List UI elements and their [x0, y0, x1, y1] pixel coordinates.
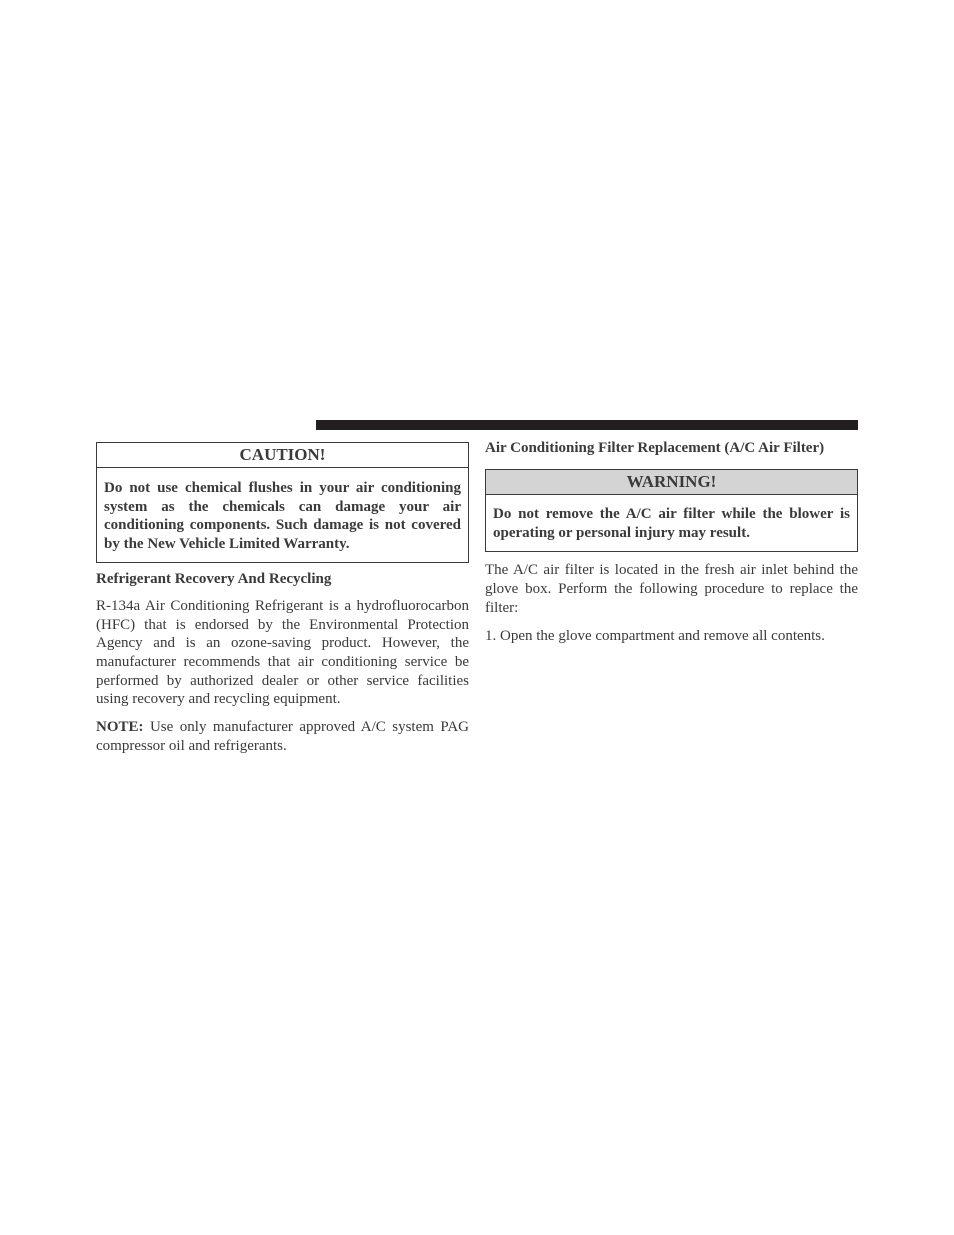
warning-box: [485, 469, 858, 552]
step-1: 1. Open the glove compartment and remove all contents.: [485, 627, 825, 644]
filter-paragraph: The A/C air filter is located in the fresh air inlet behind the glove box. Perform the following procedure to replace the filter:: [485, 562, 858, 616]
warning-text: Do not remove the A/C air filter while the blower is operating or personal injury may result.: [493, 506, 850, 541]
left-column: [96, 442, 469, 755]
note-paragraph: [96, 718, 469, 755]
refrigerant-heading: Refrigerant Recovery And Recycling: [96, 570, 332, 587]
warning-heading: WARNING!: [486, 470, 857, 495]
refrigerant-paragraph: R-134a Air Conditioning Refrigerant is a hydrofluorocarbon (HFC) that is endorsed by the Environmental Protection Agency and is an ozone-saving product. However, the manufacturer recommends that air conditioning service be performed by authorized dealer or other service facilities using recovery and recycling equipment.: [96, 597, 469, 708]
right-column: [485, 442, 858, 645]
caution-text: Do not use chemical flushes in your air conditioning system as the chemicals can damage your air conditioning components. Such damage is not covered by the New Vehicle Limited Warranty.: [104, 480, 461, 553]
note-label: NOTE:: [96, 719, 144, 736]
caution-box: [96, 442, 469, 563]
note-text: Use only manufacturer approved A/C system PAG compressor oil and refrigerants.: [96, 719, 469, 754]
caution-heading: CAUTION!: [97, 443, 468, 468]
section-header-bar: [316, 420, 858, 430]
filter-heading: Air Conditioning Filter Replacement (A/C Air Filter): [485, 440, 825, 456]
